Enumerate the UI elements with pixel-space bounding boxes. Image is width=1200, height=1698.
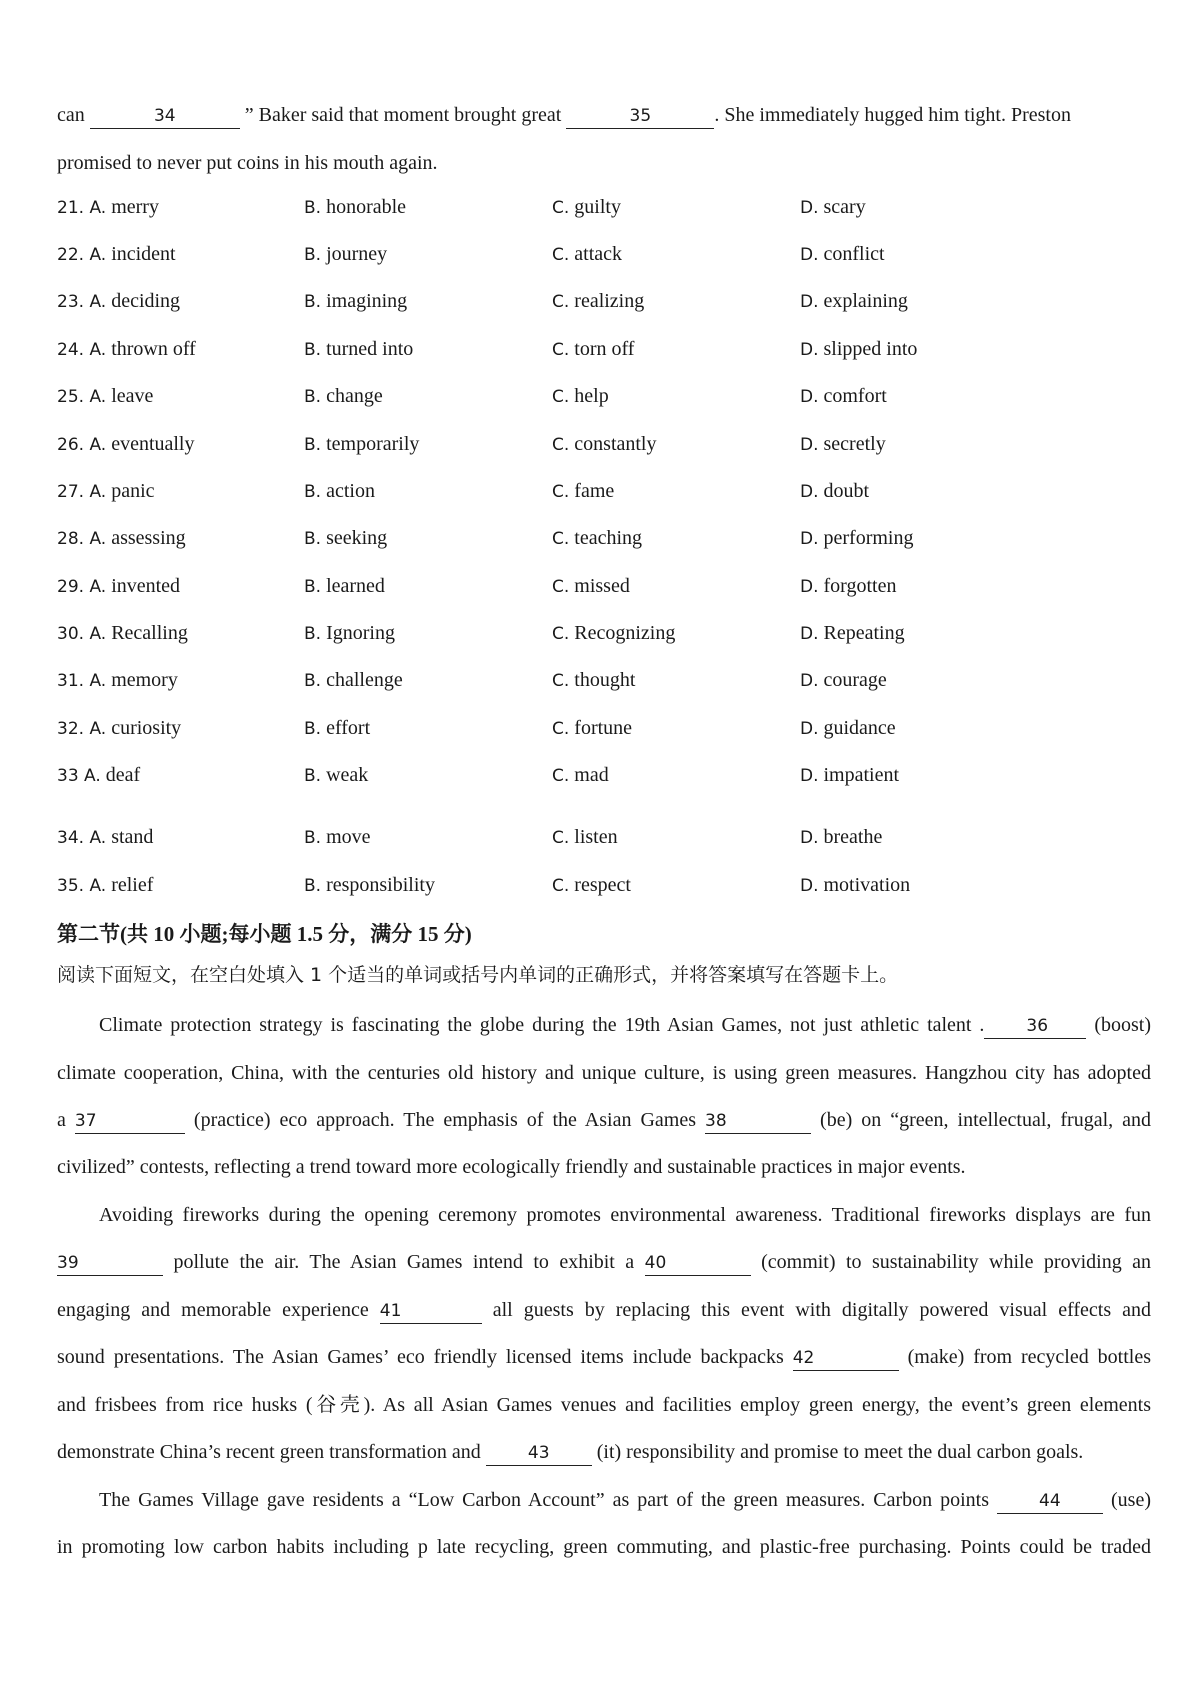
option-d (800, 192, 866, 223)
passage-line: civilized” contests, reflecting a trend toward more ecologically friendly and sustainable practices in major events. (57, 1156, 966, 1178)
option-label: C. (552, 876, 570, 896)
passage-line (57, 1437, 1151, 1467)
option-text: honorable (326, 196, 407, 218)
option-d (800, 665, 887, 696)
option-b (304, 523, 387, 554)
option-c (552, 760, 609, 791)
passage-line (57, 1295, 1151, 1325)
answer-blank-36: 36 (984, 1014, 1086, 1039)
text-segment: (boost) (1094, 1014, 1152, 1036)
option-label: C. (552, 482, 570, 502)
option-c (552, 618, 675, 649)
option-a (57, 618, 188, 649)
option-label: B. (304, 482, 322, 502)
option-text: help (574, 385, 609, 407)
option-b (304, 571, 385, 602)
option-a (57, 429, 195, 460)
option-text: deciding (111, 290, 181, 312)
option-b (304, 476, 375, 507)
option-label: C. (552, 292, 570, 312)
question-option-row (57, 618, 1151, 648)
question-option-row (57, 523, 1151, 553)
option-text: effort (326, 717, 371, 739)
option-b (304, 239, 387, 270)
option-text: courage (823, 669, 887, 691)
text-segment: (practice) eco approach. The emphasis of the Asian Games (193, 1109, 696, 1131)
option-label: 32. A. (57, 719, 107, 739)
option-label: C. (552, 671, 570, 691)
option-label: B. (304, 766, 322, 786)
option-d (800, 713, 896, 744)
question-option-row (57, 476, 1151, 506)
passage-line: Avoiding fireworks during the opening ceremony promotes environmental awareness. Traditional fireworks displays are fun (99, 1204, 1151, 1226)
option-label: 23. A. (57, 292, 107, 312)
text-segment: a (57, 1109, 66, 1131)
answer-blank-44: 44 (997, 1489, 1103, 1514)
answer-blank-43: 43 (486, 1441, 592, 1466)
option-label: D. (800, 876, 819, 896)
option-a (57, 476, 155, 507)
option-c (552, 713, 632, 744)
option-text: action (326, 480, 375, 502)
option-text: merry (111, 196, 159, 218)
option-b (304, 192, 406, 223)
option-text: Recalling (111, 622, 188, 644)
option-label: B. (304, 387, 322, 407)
option-text: invented (111, 575, 181, 597)
option-text: learned (326, 575, 385, 597)
option-text: eventually (111, 433, 195, 455)
option-text: relief (111, 874, 154, 896)
option-text: journey (326, 243, 388, 265)
option-text: doubt (823, 480, 870, 502)
passage-line: and frisbees from rice husks (谷壳). As all Asian Games venues and facilities employ green energy, the event’s green elements (57, 1394, 1151, 1416)
option-text: memory (111, 669, 178, 691)
question-option-row (57, 760, 1151, 790)
option-text: incident (111, 243, 176, 265)
option-text: move (326, 826, 371, 848)
answer-blank-34: 34 (90, 104, 240, 129)
answer-blank-40: 40 (645, 1251, 751, 1276)
option-label: 34. A. (57, 828, 107, 848)
text-segment: can (57, 104, 85, 126)
option-text: fortune (574, 717, 633, 739)
option-text: constantly (574, 433, 657, 455)
option-label: B. (304, 435, 322, 455)
option-c (552, 192, 621, 223)
question-option-row (57, 870, 1151, 900)
question-option-row (57, 822, 1151, 852)
option-label: D. (800, 482, 819, 502)
section-instruction: 阅读下面短文，在空白处填入 1 个适当的单词或括号内单词的正确形式，并将答案填写在答题卡上。 (57, 964, 899, 986)
option-label: C. (552, 529, 570, 549)
option-label: D. (800, 245, 819, 265)
option-label: B. (304, 876, 322, 896)
option-label: C. (552, 387, 570, 407)
option-label: C. (552, 624, 570, 644)
option-label: D. (800, 766, 819, 786)
option-label: C. (552, 435, 570, 455)
option-c (552, 870, 631, 901)
option-b (304, 618, 395, 649)
option-a (57, 192, 159, 223)
text-segment: engaging and memorable experience (57, 1299, 369, 1321)
text-segment: (it) responsibility and promise to meet the dual carbon goals. (596, 1441, 1084, 1463)
answer-blank-39: 39 (57, 1251, 163, 1276)
option-label: 25. A. (57, 387, 107, 407)
option-c (552, 239, 622, 270)
option-d (800, 523, 913, 554)
option-a (57, 334, 196, 365)
option-label: 24. A. (57, 340, 107, 360)
option-d (800, 618, 905, 649)
option-label: B. (304, 198, 322, 218)
question-option-row (57, 334, 1151, 364)
option-label: 35. A. (57, 876, 107, 896)
passage-line (57, 1247, 1151, 1277)
option-text: Repeating (823, 622, 905, 644)
option-label: D. (800, 719, 819, 739)
answer-blank-42: 42 (793, 1346, 899, 1371)
option-label: C. (552, 828, 570, 848)
text-segment: (make) from recycled bottles (907, 1346, 1151, 1368)
question-option-row (57, 192, 1151, 222)
option-d (800, 571, 896, 602)
option-label: 22. A. (57, 245, 107, 265)
option-text: listen (574, 826, 618, 848)
option-c (552, 334, 634, 365)
option-text: imagining (326, 290, 408, 312)
option-text: turned into (326, 338, 414, 360)
option-a (57, 286, 180, 317)
option-c (552, 476, 614, 507)
option-c (552, 286, 644, 317)
question-option-row (57, 239, 1151, 269)
option-label: C. (552, 340, 570, 360)
option-d (800, 760, 899, 791)
text-segment: . She immediately hugged him tight. Preston (714, 104, 1071, 126)
option-a (57, 760, 140, 791)
option-c (552, 822, 618, 853)
text-segment: (commit) to sustainability while providing an (761, 1251, 1152, 1273)
option-text: explaining (823, 290, 908, 312)
option-label: B. (304, 292, 322, 312)
text-segment: ” Baker said that moment brought great (244, 104, 562, 126)
option-d (800, 870, 910, 901)
option-label: D. (800, 340, 819, 360)
option-label: B. (304, 340, 322, 360)
option-text: missed (574, 575, 630, 597)
passage-line (57, 1342, 1151, 1372)
option-text: thrown off (111, 338, 196, 360)
answer-blank-35: 35 (566, 104, 714, 129)
option-a (57, 665, 178, 696)
option-text: weak (326, 764, 369, 786)
text-segment: sound presentations. The Asian Games’ eco friendly licensed items include backpacks (57, 1346, 784, 1368)
option-label: D. (800, 577, 819, 597)
option-d (800, 334, 917, 365)
option-text: teaching (574, 527, 643, 549)
option-text: thought (574, 669, 636, 691)
option-text: impatient (823, 764, 900, 786)
option-text: forgotten (823, 575, 897, 597)
question-option-row (57, 713, 1151, 743)
option-c (552, 429, 657, 460)
option-label: 30. A. (57, 624, 107, 644)
option-text: curiosity (111, 717, 182, 739)
question-option-row (57, 665, 1151, 695)
question-option-row (57, 429, 1151, 459)
passage-line (57, 1485, 1151, 1515)
option-d (800, 381, 887, 412)
option-label: D. (800, 292, 819, 312)
option-text: challenge (326, 669, 403, 691)
option-text: secretly (823, 433, 886, 455)
option-text: breathe (823, 826, 883, 848)
option-text: conflict (823, 243, 885, 265)
option-text: seeking (326, 527, 388, 549)
text-segment: Climate protection strategy is fascinating the globe during the 19th Asian Games, not just athletic talent . (99, 1014, 985, 1036)
option-label: 31. A. (57, 671, 107, 691)
option-text: respect (574, 874, 631, 896)
option-text: fame (574, 480, 615, 502)
option-text: performing (823, 527, 914, 549)
option-label: B. (304, 624, 322, 644)
option-text: mad (574, 764, 609, 786)
option-c (552, 571, 630, 602)
option-text: guilty (574, 196, 621, 218)
option-text: deaf (105, 764, 141, 786)
passage-line (57, 100, 1151, 130)
option-text: realizing (574, 290, 645, 312)
option-text: assessing (111, 527, 186, 549)
option-d (800, 822, 882, 853)
option-text: temporarily (326, 433, 420, 455)
option-text: change (326, 385, 383, 407)
option-d (800, 476, 869, 507)
option-a (57, 571, 180, 602)
option-label: D. (800, 198, 819, 218)
option-label: B. (304, 245, 322, 265)
option-b (304, 334, 413, 365)
option-label: B. (304, 529, 322, 549)
option-label: D. (800, 435, 819, 455)
option-d (800, 286, 908, 317)
option-text: motivation (823, 874, 911, 896)
option-text: slipped into (823, 338, 918, 360)
option-text: responsibility (326, 874, 435, 896)
option-label: C. (552, 577, 570, 597)
option-b (304, 713, 370, 744)
option-text: scary (823, 196, 866, 218)
option-label: B. (304, 828, 322, 848)
option-text: leave (111, 385, 154, 407)
text-segment: The Games Village gave residents a “Low Carbon Account” as part of the green measures. Carbon points (99, 1489, 990, 1511)
answer-blank-41: 41 (380, 1299, 482, 1324)
option-label: B. (304, 577, 322, 597)
option-label: B. (304, 671, 322, 691)
answer-blank-38: 38 (705, 1109, 811, 1134)
option-label: C. (552, 719, 570, 739)
option-a (57, 523, 186, 554)
question-option-row (57, 286, 1151, 316)
option-label: D. (800, 387, 819, 407)
option-b (304, 381, 383, 412)
section-title: 第二节(共 10 小题;每小题 1.5 分，满分 15 分) (57, 922, 472, 946)
option-label: C. (552, 245, 570, 265)
option-text: Recognizing (574, 622, 676, 644)
option-label: B. (304, 719, 322, 739)
option-a (57, 713, 181, 744)
option-b (304, 429, 419, 460)
passage-line: climate cooperation, China, with the centuries old history and unique culture, is using green measures. Hangzhou city has adopted (57, 1062, 1151, 1084)
option-b (304, 822, 371, 853)
answer-blank-37: 37 (75, 1109, 185, 1134)
option-text: panic (111, 480, 155, 502)
passage-line: promised to never put coins in his mouth again. (57, 152, 438, 174)
text-segment: all guests by replacing this event with digitally powered visual effects and (492, 1299, 1151, 1321)
text-segment: demonstrate China’s recent green transformation and (57, 1441, 481, 1463)
option-d (800, 239, 885, 270)
option-text: Ignoring (326, 622, 395, 644)
option-label: 21. A. (57, 198, 107, 218)
option-label: D. (800, 671, 819, 691)
option-label: 28. A. (57, 529, 107, 549)
option-label: D. (800, 624, 819, 644)
option-label: C. (552, 198, 570, 218)
option-label: 29. A. (57, 577, 107, 597)
option-b (304, 665, 403, 696)
option-b (304, 760, 368, 791)
option-text: stand (111, 826, 154, 848)
passage-line (57, 1010, 1151, 1040)
option-label: D. (800, 529, 819, 549)
option-a (57, 239, 176, 270)
option-c (552, 523, 642, 554)
option-text: attack (574, 243, 623, 265)
option-label: 26. A. (57, 435, 107, 455)
option-text: torn off (574, 338, 635, 360)
text-segment: pollute the air. The Asian Games intend to exhibit a (173, 1251, 635, 1273)
passage-line (57, 1105, 1151, 1135)
question-option-row (57, 571, 1151, 601)
text-segment: (be) on “green, intellectual, frugal, and (820, 1109, 1152, 1131)
option-label: D. (800, 828, 819, 848)
option-a (57, 870, 153, 901)
question-option-row (57, 381, 1151, 411)
option-text: guidance (823, 717, 896, 739)
option-a (57, 822, 153, 853)
option-b (304, 870, 435, 901)
option-label: C. (552, 766, 570, 786)
option-d (800, 429, 886, 460)
option-c (552, 665, 635, 696)
option-b (304, 286, 407, 317)
passage-line: in promoting low carbon habits including p late recycling, green commuting, and plastic-free purchasing. Points could be traded (57, 1536, 1151, 1558)
option-label: 33 A. (57, 766, 101, 786)
text-segment: (use) (1111, 1489, 1151, 1511)
option-a (57, 381, 153, 412)
option-c (552, 381, 609, 412)
option-text: comfort (823, 385, 887, 407)
option-label: 27. A. (57, 482, 107, 502)
